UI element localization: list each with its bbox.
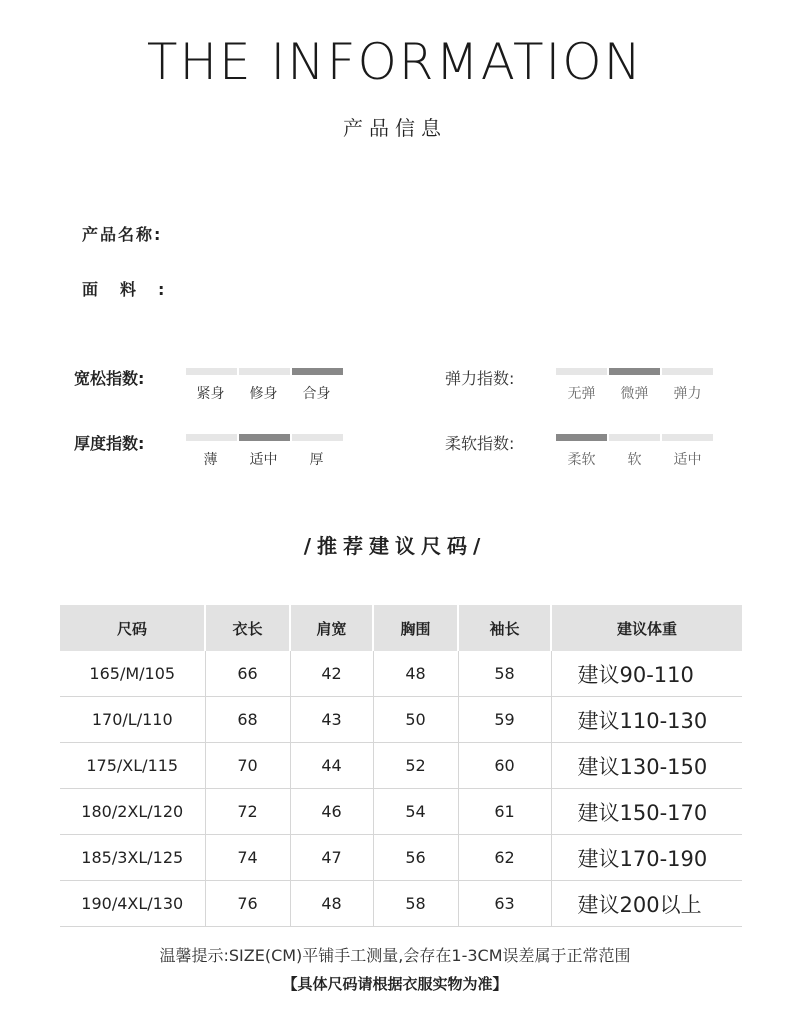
cell-length: 66: [205, 651, 290, 697]
cell-chest: 58: [373, 881, 458, 927]
cell-shoulder: 46: [290, 789, 373, 835]
thickness-index-bars: [186, 434, 343, 441]
cell-sleeve: 60: [458, 743, 551, 789]
thickness-option: 适中: [249, 452, 278, 468]
cell-weight: 建议110-130: [551, 697, 742, 743]
fit-option: 合身: [302, 386, 331, 402]
fit-option: 紧身: [196, 386, 225, 402]
fit-index-label: 宽松指数:: [74, 369, 145, 388]
product-name-field: [82, 222, 162, 245]
cell-sleeve: 62: [458, 835, 551, 881]
cell-sleeve: 58: [458, 651, 551, 697]
cell-sleeve: 59: [458, 697, 551, 743]
cell-length: 72: [205, 789, 290, 835]
measurement-tip: 温馨提示:SIZE(CM)平铺手工测量,会存在1-3CM误差属于正常范围: [159, 946, 631, 965]
fit-option: 修身: [249, 386, 278, 402]
cell-size: 190/4XL/130: [60, 881, 205, 927]
cell-weight: 建议200以上: [551, 881, 742, 927]
cell-size: 165/M/105: [60, 651, 205, 697]
cell-length: 74: [205, 835, 290, 881]
header-size: 尺码: [60, 605, 205, 651]
recommend-size-heading: /推荐建议尺码/: [303, 534, 487, 558]
cell-shoulder: 48: [290, 881, 373, 927]
stretch-option: 微弹: [620, 386, 649, 402]
fit-bar-3: [292, 368, 343, 375]
product-name-label: 产品名称:: [82, 225, 163, 244]
page-title: THE INFORMATION: [146, 33, 644, 91]
stretch-bar-1: [556, 368, 607, 375]
header-length: 衣长: [205, 605, 290, 651]
cell-length: 68: [205, 697, 290, 743]
softness-option: 适中: [673, 452, 702, 468]
table-row: [60, 651, 742, 697]
cell-weight: 建议90-110: [551, 651, 742, 697]
softness-option: 柔软: [567, 452, 596, 468]
table-row: [60, 881, 742, 927]
cell-sleeve: 61: [458, 789, 551, 835]
stretch-option: 无弹: [567, 386, 596, 402]
thickness-option: 厚: [309, 452, 324, 468]
fit-index-options: [184, 383, 343, 403]
cell-shoulder: 43: [290, 697, 373, 743]
stretch-bar-3: [662, 368, 713, 375]
header-chest: 胸围: [373, 605, 458, 651]
header-weight: 建议体重: [551, 605, 742, 651]
size-table-header: [60, 605, 742, 651]
softness-bar-1: [556, 434, 607, 441]
cell-shoulder: 47: [290, 835, 373, 881]
cell-size: 185/3XL/125: [60, 835, 205, 881]
cell-size: 170/L/110: [60, 697, 205, 743]
fit-bar-1: [186, 368, 237, 375]
softness-bar-2: [609, 434, 660, 441]
cell-length: 76: [205, 881, 290, 927]
thickness-index-label: 厚度指数:: [74, 434, 145, 453]
thickness-bar-2: [239, 434, 290, 441]
stretch-index-options: [555, 383, 714, 403]
fit-index-bars: [186, 368, 343, 375]
cell-length: 70: [205, 743, 290, 789]
stretch-option: 弹力: [673, 386, 702, 402]
fit-bar-2: [239, 368, 290, 375]
fabric-field: [82, 277, 186, 300]
softness-index-label: 柔软指数:: [445, 434, 515, 453]
cell-weight: 建议150-170: [551, 789, 742, 835]
thickness-option: 薄: [203, 452, 218, 468]
header-sleeve: 袖长: [458, 605, 551, 651]
table-row: [60, 697, 742, 743]
cell-chest: 56: [373, 835, 458, 881]
stretch-bar-2: [609, 368, 660, 375]
header-shoulder: 肩宽: [290, 605, 373, 651]
cell-chest: 54: [373, 789, 458, 835]
cell-weight: 建议170-190: [551, 835, 742, 881]
fabric-label: 面料:: [82, 280, 187, 299]
table-row: [60, 835, 742, 881]
softness-index-options: [555, 449, 714, 469]
size-table: [60, 605, 742, 927]
softness-bar-3: [662, 434, 713, 441]
cell-size: 175/XL/115: [60, 743, 205, 789]
stretch-index-label: 弹力指数:: [445, 369, 515, 388]
cell-shoulder: 42: [290, 651, 373, 697]
cell-shoulder: 44: [290, 743, 373, 789]
thickness-bar-3: [292, 434, 343, 441]
size-disclaimer: 【具体尺码请根据衣服实物为准】: [282, 975, 508, 993]
thickness-index-options: [184, 449, 343, 469]
table-row: [60, 789, 742, 835]
cell-chest: 48: [373, 651, 458, 697]
table-row: [60, 743, 742, 789]
page-subtitle: 产品信息: [343, 116, 447, 140]
cell-chest: 50: [373, 697, 458, 743]
cell-sleeve: 63: [458, 881, 551, 927]
softness-index-bars: [556, 434, 713, 441]
stretch-index-bars: [556, 368, 713, 375]
cell-chest: 52: [373, 743, 458, 789]
cell-weight: 建议130-150: [551, 743, 742, 789]
softness-option: 软: [627, 452, 642, 468]
thickness-bar-1: [186, 434, 237, 441]
cell-size: 180/2XL/120: [60, 789, 205, 835]
